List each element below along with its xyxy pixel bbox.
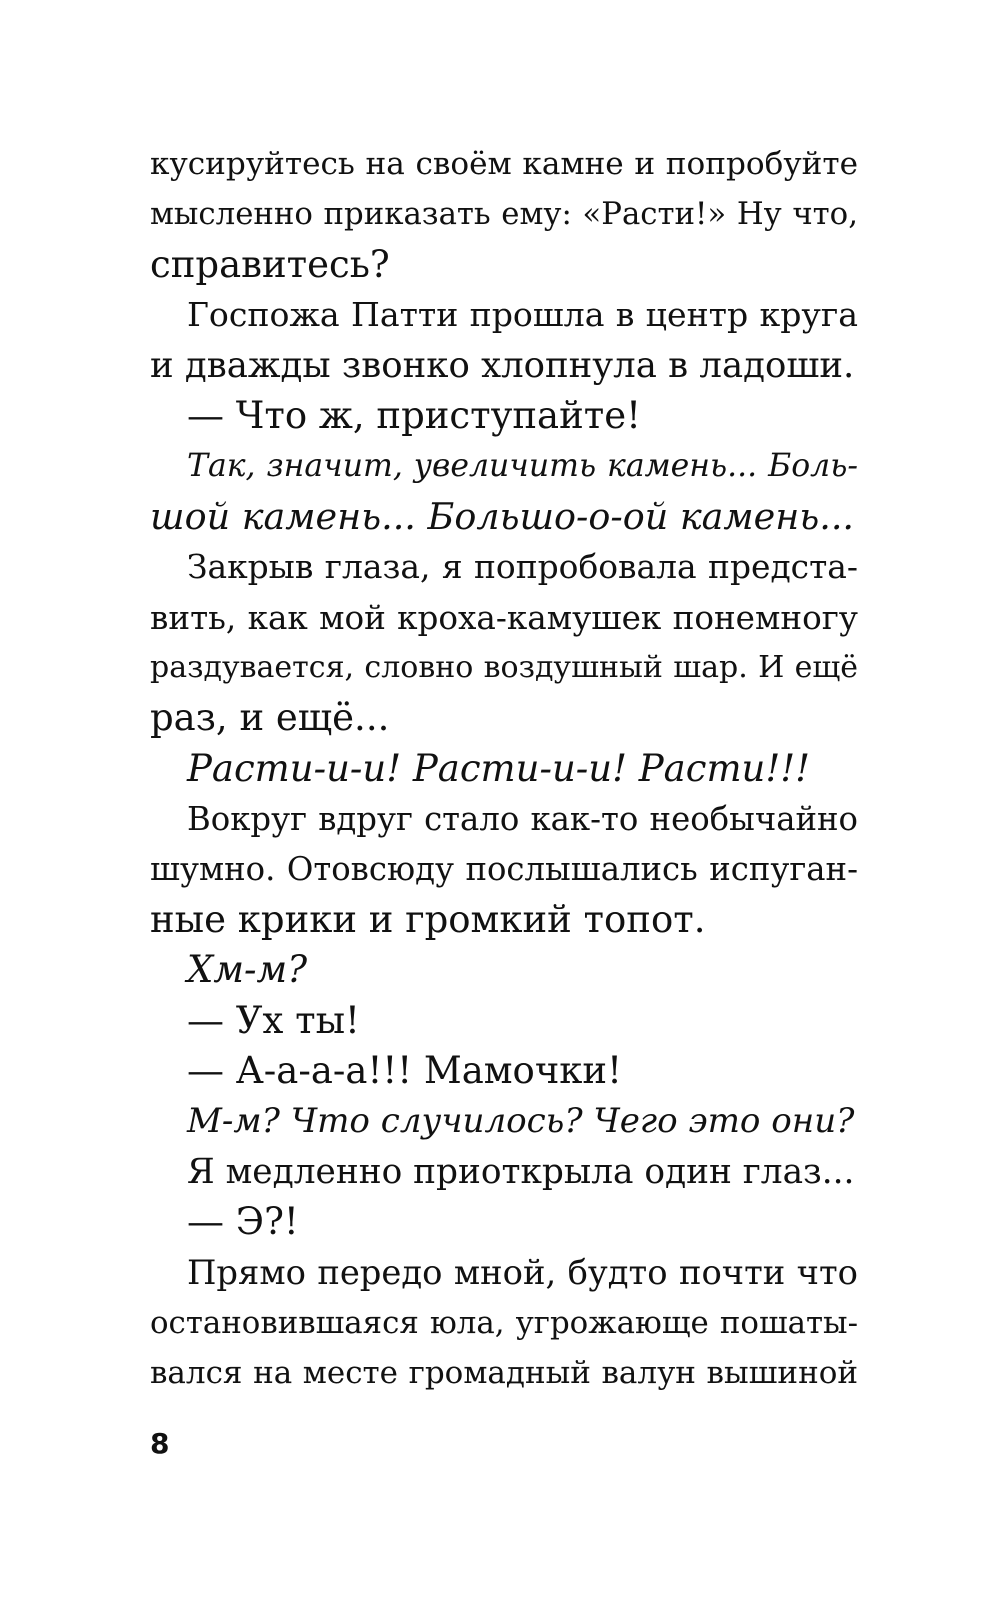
thought-line: шой камень... Большо-о-ой камень... — [150, 494, 855, 538]
text-line: ные крики и громкий топот. — [150, 897, 706, 941]
dialogue-line: — А-а-а-а!!! Мамочки! — [187, 1049, 622, 1093]
text-line: кусируйтесь на своём камне и попробуйте — [150, 146, 858, 182]
thought-line: Так, значит, увеличить камень... Боль- — [187, 448, 858, 485]
text-line: раздувается, словно воздушный шар. И ещё — [150, 649, 858, 685]
dialogue-line: — Что ж, приступайте! — [187, 393, 642, 437]
text-line: справитесь? — [150, 242, 390, 286]
text-line: вить, как мой кроха-камушек понемногу — [150, 598, 858, 637]
thought-line: Хм-м? — [187, 948, 308, 992]
dialogue-line: — Ух ты! — [187, 998, 360, 1042]
text-line: Закрыв глаза, я попробовала предста- — [187, 547, 858, 587]
text-line: Вокруг вдруг стало как-то необычайно — [187, 800, 858, 839]
thought-line: М-м? Что случилось? Чего это они? — [187, 1101, 855, 1142]
text-line: шумно. Отовсюду послышались испуган- — [150, 850, 858, 889]
page-number: 8 — [150, 1427, 170, 1460]
text-line: Прямо передо мной, будто почти что — [187, 1252, 858, 1292]
text-line: вался на месте громадный валун вышиной — [150, 1355, 858, 1392]
text-line: Госпожа Патти прошла в центр круга — [187, 295, 858, 335]
dialogue-line: — Э?! — [187, 1200, 299, 1244]
body-text — [150, 139, 858, 1399]
text-line: раз, и ещё... — [150, 696, 390, 740]
text-line: остановившаяся юла, угрожающе пошаты- — [150, 1304, 858, 1341]
text-line: мысленно приказать ему: «Расти!» Ну что, — [150, 196, 858, 233]
text-line: и дважды звонко хлопнула в ладоши. — [150, 344, 855, 386]
thought-line: Расти-и-и! Расти-и-и! Расти!!! — [187, 746, 810, 790]
text-line: Я медленно приоткрыла один глаз... — [187, 1151, 855, 1192]
